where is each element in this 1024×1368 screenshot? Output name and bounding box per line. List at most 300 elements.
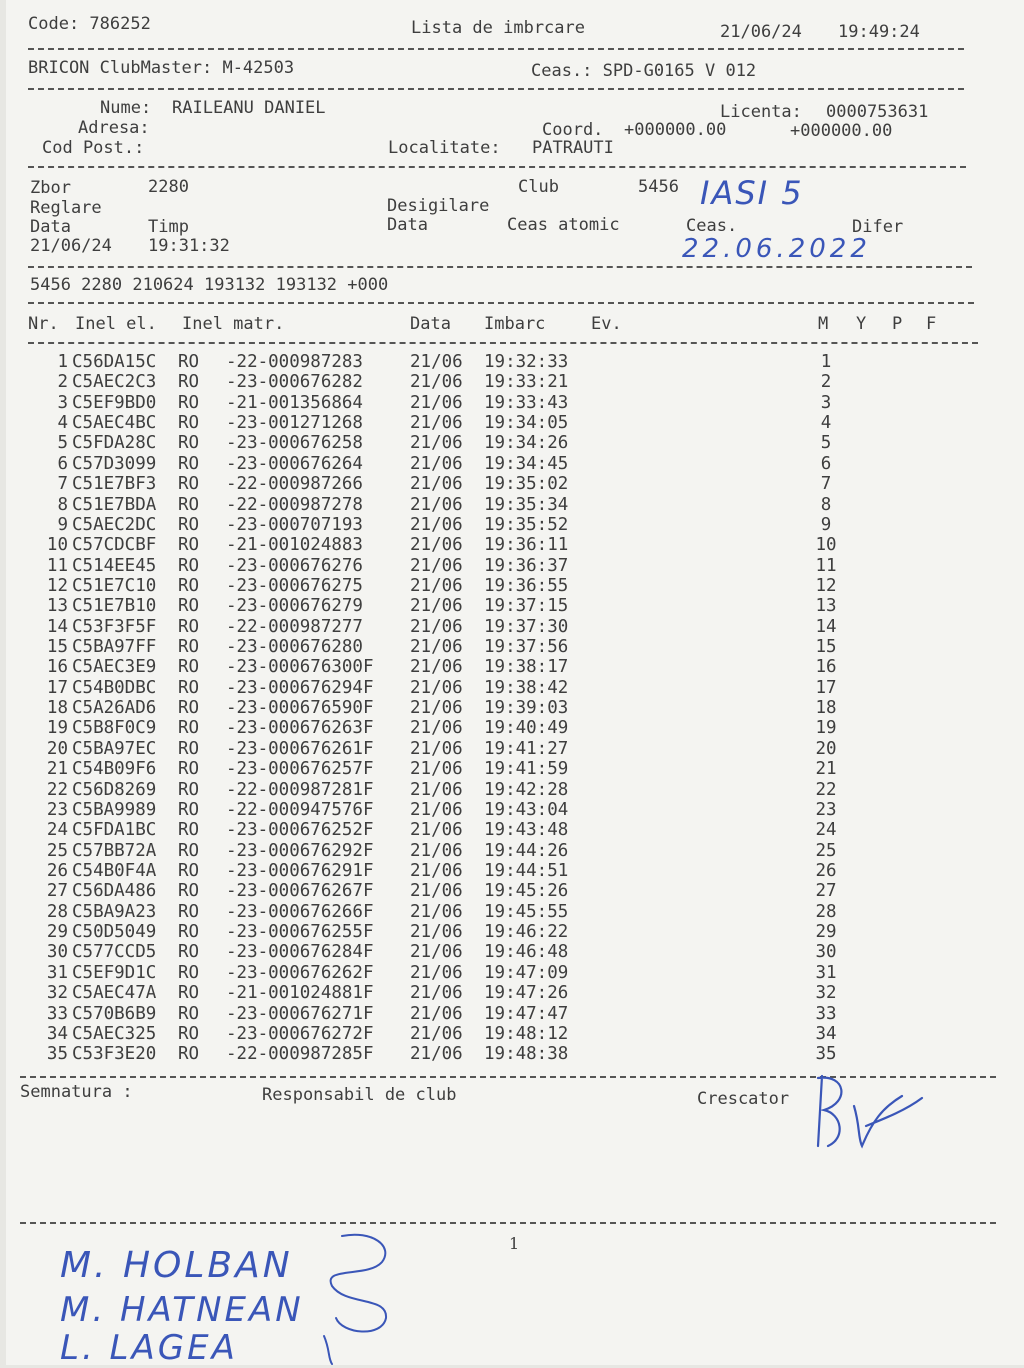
handwritten-location: IASI 5	[700, 174, 804, 212]
row-country: RO	[178, 1003, 200, 1024]
club-number: 5456	[638, 177, 679, 197]
row-date: 21/06	[410, 881, 463, 902]
separator	[28, 48, 964, 50]
row-electronic-ring: C56DA15C	[72, 352, 157, 372]
row-registration-ring: -22-000987266	[226, 474, 363, 495]
column-m: M	[818, 314, 829, 334]
row-nr: 16	[46, 657, 68, 678]
row-nr: 35	[46, 1044, 68, 1065]
flight-label: Zbor	[30, 178, 71, 198]
row-basket-time: 19:44:26	[484, 840, 569, 861]
row-m: 7	[820, 474, 832, 495]
handwritten-scribble	[302, 1226, 412, 1365]
row-registration-ring: -23-000676294F	[226, 677, 374, 698]
separator	[28, 88, 964, 90]
row-date: 21/06	[410, 535, 463, 556]
row-nr: 21	[46, 759, 68, 780]
row-electronic-ring: C54B09F6	[72, 759, 157, 780]
row-electronic-ring: C56D8269	[72, 779, 157, 800]
difference-label: Difer	[852, 217, 904, 237]
name-label: Nume:	[100, 98, 152, 118]
row-country: RO	[178, 1044, 200, 1065]
row-registration-ring: -21-001356864	[226, 392, 363, 413]
row-electronic-ring: C5BA97EC	[72, 738, 157, 759]
row-electronic-ring: C570B6B9	[72, 1003, 157, 1024]
row-m: 30	[815, 942, 837, 963]
separator	[28, 342, 978, 344]
row-nr: 25	[46, 840, 68, 861]
row-date: 21/06	[410, 1003, 463, 1024]
row-date: 21/06	[410, 901, 463, 922]
row-electronic-ring: C5AEC325	[72, 1023, 157, 1044]
row-country: RO	[178, 637, 200, 658]
row-electronic-ring: C53F3E20	[72, 1044, 157, 1065]
row-basket-time: 19:32:33	[484, 352, 569, 372]
row-registration-ring: -23-000676590F	[226, 698, 374, 719]
clock-label: Ceas.	[686, 216, 738, 236]
column-electronic-ring: Inel el.	[75, 314, 157, 334]
row-country: RO	[178, 453, 200, 474]
row-m: 24	[815, 820, 837, 841]
row-basket-time: 19:41:27	[484, 738, 569, 759]
row-basket-time: 19:47:47	[484, 1003, 569, 1024]
row-m: 15	[815, 637, 837, 658]
row-nr: 7	[57, 474, 68, 495]
row-basket-time: 19:37:15	[484, 596, 569, 617]
row-m: 35	[815, 1044, 837, 1065]
row-country: RO	[178, 983, 200, 1004]
row-country: RO	[178, 372, 200, 393]
row-nr: 13	[46, 596, 68, 617]
atomic-clock-label: Ceas atomic	[507, 215, 620, 235]
row-m: 29	[815, 922, 837, 943]
row-basket-time: 19:38:17	[484, 657, 569, 678]
row-registration-ring: -23-000676279	[226, 596, 363, 617]
row-registration-ring: -21-001024881F	[226, 983, 374, 1004]
separator	[20, 1222, 996, 1224]
row-nr: 9	[57, 514, 68, 535]
row-country: RO	[178, 677, 200, 698]
row-registration-ring: -23-000676291F	[226, 861, 374, 881]
row-date: 21/06	[410, 657, 463, 678]
row-m: 32	[815, 983, 837, 1004]
coord-label: Coord.	[542, 120, 604, 140]
row-country: RO	[178, 861, 200, 881]
row-m: 1	[820, 352, 832, 372]
row-m: 19	[815, 718, 837, 739]
row-date: 21/06	[410, 698, 463, 719]
row-registration-ring: -23-000676252F	[226, 820, 374, 841]
row-electronic-ring: C5A26AD6	[72, 698, 157, 719]
row-basket-time: 19:43:04	[484, 799, 569, 820]
row-nr: 3	[57, 392, 68, 413]
row-m: 33	[815, 1003, 837, 1024]
row-m: 23	[815, 799, 837, 820]
row-country: RO	[178, 535, 200, 556]
row-date: 21/06	[410, 616, 463, 637]
print-date: 21/06/24	[720, 22, 802, 42]
row-m: 17	[815, 677, 837, 698]
row-date: 21/06	[410, 861, 463, 881]
row-basket-time: 19:39:03	[484, 698, 569, 719]
row-m: 2	[820, 372, 832, 393]
row-country: RO	[178, 901, 200, 922]
row-registration-ring: -23-000676271F	[226, 1003, 374, 1024]
row-date: 21/06	[410, 413, 463, 434]
row-date: 21/06	[410, 514, 463, 535]
row-basket-time: 19:43:48	[484, 820, 569, 841]
row-basket-time: 19:33:21	[484, 372, 569, 393]
row-basket-time: 19:33:43	[484, 392, 569, 413]
row-nr: 20	[46, 738, 68, 759]
row-country: RO	[178, 514, 200, 535]
row-date: 21/06	[410, 942, 463, 963]
row-basket-time: 19:40:49	[484, 718, 569, 739]
row-country: RO	[178, 494, 200, 515]
row-basket-time: 19:48:38	[484, 1044, 569, 1065]
row-registration-ring: -23-000707193	[226, 514, 363, 535]
row-basket-time: 19:36:37	[484, 555, 569, 576]
row-date: 21/06	[410, 983, 463, 1004]
row-nr: 1	[57, 352, 68, 372]
row-country: RO	[178, 881, 200, 902]
row-m: 10	[815, 535, 837, 556]
row-m: 8	[820, 494, 832, 515]
row-date: 21/06	[410, 1023, 463, 1044]
row-nr: 5	[57, 433, 68, 454]
row-basket-time: 19:47:09	[484, 962, 569, 983]
row-registration-ring: -23-000676263F	[226, 718, 374, 739]
coord-longitude: +000000.00	[790, 121, 893, 141]
printed-sheet	[6, 0, 1024, 1368]
row-date: 21/06	[410, 738, 463, 759]
row-nr: 10	[46, 535, 68, 556]
row-electronic-ring: C5AEC47A	[72, 983, 157, 1004]
row-electronic-ring: C51E7C10	[72, 575, 157, 596]
row-electronic-ring: C54B0F4A	[72, 861, 157, 881]
row-date: 21/06	[410, 555, 463, 576]
row-date: 21/06	[410, 799, 463, 820]
timp-label: Timp	[148, 217, 189, 237]
row-m: 34	[815, 1023, 837, 1044]
row-m: 14	[815, 616, 837, 637]
row-m: 25	[815, 840, 837, 861]
row-registration-ring: -23-000676280	[226, 637, 363, 658]
row-basket-time: 19:36:11	[484, 535, 569, 556]
column-f: F	[926, 314, 937, 334]
row-nr: 15	[46, 637, 68, 658]
row-registration-ring: -23-001271268	[226, 413, 363, 434]
row-basket-time: 19:35:34	[484, 494, 569, 515]
handwritten-date: 22.06.2022	[682, 234, 871, 264]
row-basket-time: 19:48:12	[484, 1023, 569, 1044]
row-nr: 14	[46, 616, 68, 637]
row-registration-ring: -23-000676257F	[226, 759, 374, 780]
page-number: 1	[509, 1234, 520, 1253]
row-electronic-ring: C5BA9A23	[72, 901, 157, 922]
row-nr: 24	[46, 820, 68, 841]
row-date: 21/06	[410, 474, 463, 495]
row-electronic-ring: C56DA486	[72, 881, 157, 902]
row-date: 21/06	[410, 677, 463, 698]
row-nr: 32	[46, 983, 68, 1004]
column-date: Data	[410, 314, 451, 334]
row-country: RO	[178, 352, 200, 372]
row-registration-ring: -23-000676255F	[226, 922, 374, 943]
row-nr: 17	[46, 677, 68, 698]
column-event: Ev.	[591, 314, 622, 334]
row-electronic-ring: C514EE45	[72, 555, 157, 576]
row-country: RO	[178, 474, 200, 495]
row-basket-time: 19:38:42	[484, 677, 569, 698]
reglare-label: Reglare	[30, 198, 102, 218]
handwritten-name-2: M. HATNEAN	[60, 1290, 304, 1330]
row-basket-time: 19:45:26	[484, 881, 569, 902]
row-nr: 31	[46, 962, 68, 983]
row-nr: 26	[46, 861, 68, 881]
clock-id: Ceas.: SPD-G0165 V 012	[531, 61, 757, 81]
row-date: 21/06	[410, 392, 463, 413]
row-nr: 4	[57, 413, 68, 434]
row-m: 3	[820, 392, 832, 413]
desigilare-label: Desigilare	[387, 196, 490, 216]
row-registration-ring: -22-000987283	[226, 352, 363, 372]
reglare-date: 21/06/24	[30, 236, 112, 256]
row-electronic-ring: C51E7BF3	[72, 474, 157, 495]
row-date: 21/06	[410, 575, 463, 596]
signature-label: Semnatura :	[20, 1082, 133, 1102]
breeder-label: Crescator	[697, 1089, 790, 1109]
row-date: 21/06	[410, 962, 463, 983]
row-date: 21/06	[410, 596, 463, 617]
row-registration-ring: -22-000987285F	[226, 1044, 374, 1065]
row-registration-ring: -23-000676276	[226, 555, 363, 576]
row-m: 27	[815, 881, 837, 902]
row-registration-ring: -22-000987277	[226, 616, 363, 637]
row-country: RO	[178, 657, 200, 678]
row-basket-time: 19:46:48	[484, 942, 569, 963]
row-country: RO	[178, 555, 200, 576]
row-date: 21/06	[410, 820, 463, 841]
row-country: RO	[178, 840, 200, 861]
row-basket-time: 19:41:59	[484, 759, 569, 780]
row-date: 21/06	[410, 840, 463, 861]
row-electronic-ring: C54B0DBC	[72, 677, 157, 698]
row-country: RO	[178, 942, 200, 963]
row-electronic-ring: C5B8F0C9	[72, 718, 157, 739]
column-y: Y	[856, 314, 867, 334]
row-m: 28	[815, 901, 837, 922]
row-m: 21	[815, 759, 837, 780]
row-basket-time: 19:34:26	[484, 433, 569, 454]
row-electronic-ring: C51E7B10	[72, 596, 157, 617]
row-date: 21/06	[410, 453, 463, 474]
row-registration-ring: -23-000676267F	[226, 881, 374, 902]
row-basket-time: 19:47:26	[484, 983, 569, 1004]
separator	[28, 302, 974, 304]
row-date: 21/06	[410, 1044, 463, 1065]
row-registration-ring: -23-000676266F	[226, 901, 374, 922]
row-electronic-ring: C5FDA28C	[72, 433, 157, 454]
separator	[28, 266, 972, 268]
row-m: 20	[815, 738, 837, 759]
row-registration-ring: -23-000676262F	[226, 962, 374, 983]
row-nr: 11	[46, 555, 68, 576]
row-country: RO	[178, 413, 200, 434]
row-basket-time: 19:34:05	[484, 413, 569, 434]
row-electronic-ring: C5AEC2DC	[72, 514, 157, 535]
row-country: RO	[178, 962, 200, 983]
row-m: 18	[815, 698, 837, 719]
row-basket-time: 19:35:02	[484, 474, 569, 495]
row-nr: 18	[46, 698, 68, 719]
club-master: BRICON ClubMaster: M-42503	[28, 58, 295, 78]
row-electronic-ring: C51E7BDA	[72, 494, 157, 515]
row-electronic-ring: C5BA9989	[72, 799, 157, 820]
row-basket-time: 19:37:30	[484, 616, 569, 637]
row-nr: 29	[46, 922, 68, 943]
row-electronic-ring: C577CCD5	[72, 942, 157, 963]
row-registration-ring: -23-000676300F	[226, 657, 374, 678]
row-country: RO	[178, 392, 200, 413]
row-country: RO	[178, 799, 200, 820]
row-basket-time: 19:35:52	[484, 514, 569, 535]
data-label-2: Data	[387, 215, 428, 235]
locality-label: Localitate:	[388, 138, 501, 158]
row-nr: 12	[46, 575, 68, 596]
row-nr: 30	[46, 942, 68, 963]
row-electronic-ring: C5AEC2C3	[72, 372, 157, 393]
row-m: 4	[820, 413, 832, 434]
row-date: 21/06	[410, 779, 463, 800]
document-title: Lista de imbrcare	[411, 18, 585, 38]
row-electronic-ring: C57BB72A	[72, 840, 157, 861]
row-registration-ring: -22-000987281F	[226, 779, 374, 800]
row-registration-ring: -23-000676261F	[226, 738, 374, 759]
row-registration-ring: -21-001024883	[226, 535, 363, 556]
row-electronic-ring: C57CDCBF	[72, 535, 157, 556]
row-nr: 19	[46, 718, 68, 739]
row-m: 12	[815, 575, 837, 596]
print-time: 19:49:24	[838, 22, 920, 42]
row-date: 21/06	[410, 352, 463, 372]
row-m: 26	[815, 861, 837, 881]
row-country: RO	[178, 779, 200, 800]
licence-label: Licenta:	[720, 102, 802, 122]
row-nr: 28	[46, 901, 68, 922]
row-date: 21/06	[410, 922, 463, 943]
row-basket-time: 19:37:56	[484, 637, 569, 658]
separator	[28, 166, 966, 168]
row-registration-ring: -23-000676275	[226, 575, 363, 596]
row-registration-ring: -22-000947576F	[226, 799, 374, 820]
row-basket-time: 19:45:55	[484, 901, 569, 922]
postcode-label: Cod Post.:	[42, 138, 145, 158]
row-date: 21/06	[410, 759, 463, 780]
row-electronic-ring: C5EF9D1C	[72, 962, 157, 983]
row-nr: 23	[46, 799, 68, 820]
row-date: 21/06	[410, 494, 463, 515]
coord-latitude: +000000.00	[624, 120, 727, 140]
row-country: RO	[178, 616, 200, 637]
row-date: 21/06	[410, 637, 463, 658]
code-label: Code: 786252	[28, 14, 151, 34]
row-country: RO	[178, 575, 200, 596]
row-registration-ring: -23-000676264	[226, 453, 363, 474]
handwritten-name-3: L. LAGEA	[60, 1328, 238, 1368]
breeder-signature	[806, 1068, 936, 1158]
row-basket-time: 19:42:28	[484, 779, 569, 800]
row-date: 21/06	[410, 372, 463, 393]
column-basket-time: Imbarc	[484, 314, 546, 334]
row-country: RO	[178, 738, 200, 759]
row-m: 6	[820, 453, 832, 474]
row-registration-ring: -23-000676284F	[226, 942, 374, 963]
club-responsible-label: Responsabil de club	[262, 1085, 457, 1105]
column-registration-ring: Inel matr.	[182, 314, 285, 334]
row-nr: 34	[46, 1023, 68, 1044]
row-country: RO	[178, 596, 200, 617]
row-country: RO	[178, 433, 200, 454]
row-registration-ring: -23-000676292F	[226, 840, 374, 861]
row-electronic-ring: C5EF9BD0	[72, 392, 157, 413]
address-label: Adresa:	[78, 118, 150, 138]
row-registration-ring: -23-000676272F	[226, 1023, 374, 1044]
locality: PATRAUTI	[532, 138, 614, 158]
row-electronic-ring: C53F3F5F	[72, 616, 157, 637]
row-m: 9	[820, 514, 832, 535]
row-electronic-ring: C57D3099	[72, 453, 157, 474]
row-m: 5	[820, 433, 832, 454]
row-m: 16	[815, 657, 837, 678]
row-country: RO	[178, 922, 200, 943]
row-basket-time: 19:34:45	[484, 453, 569, 474]
row-electronic-ring: C50D5049	[72, 922, 157, 943]
row-m: 13	[815, 596, 837, 617]
row-electronic-ring: C5AEC4BC	[72, 413, 157, 434]
row-basket-time: 19:36:55	[484, 575, 569, 596]
licence-number: 0000753631	[826, 102, 929, 122]
row-nr: 33	[46, 1003, 68, 1024]
owner-name: RAILEANU DANIEL	[172, 98, 326, 118]
row-nr: 22	[46, 779, 68, 800]
row-electronic-ring: C5AEC3E9	[72, 657, 157, 678]
flight-code-line: 5456 2280 210624 193132 193132 +000	[30, 275, 389, 295]
row-country: RO	[178, 820, 200, 841]
row-country: RO	[178, 718, 200, 739]
row-nr: 6	[57, 453, 68, 474]
flight-number: 2280	[148, 177, 189, 197]
row-nr: 2	[57, 372, 68, 393]
row-m: 31	[815, 962, 837, 983]
column-nr: Nr.	[28, 314, 59, 334]
row-country: RO	[178, 759, 200, 780]
row-registration-ring: -23-000676258	[226, 433, 363, 454]
row-nr: 27	[46, 881, 68, 902]
club-label: Club	[518, 177, 559, 197]
reglare-time: 19:31:32	[148, 236, 230, 256]
column-p: P	[892, 314, 903, 334]
row-m: 22	[815, 779, 837, 800]
row-electronic-ring: C5BA97FF	[72, 637, 157, 658]
row-date: 21/06	[410, 718, 463, 739]
handwritten-name-1: M. HOLBAN	[60, 1245, 293, 1286]
row-basket-time: 19:44:51	[484, 861, 569, 881]
row-date: 21/06	[410, 433, 463, 454]
row-basket-time: 19:46:22	[484, 922, 569, 943]
row-m: 11	[815, 555, 837, 576]
row-electronic-ring: C5FDA1BC	[72, 820, 157, 841]
